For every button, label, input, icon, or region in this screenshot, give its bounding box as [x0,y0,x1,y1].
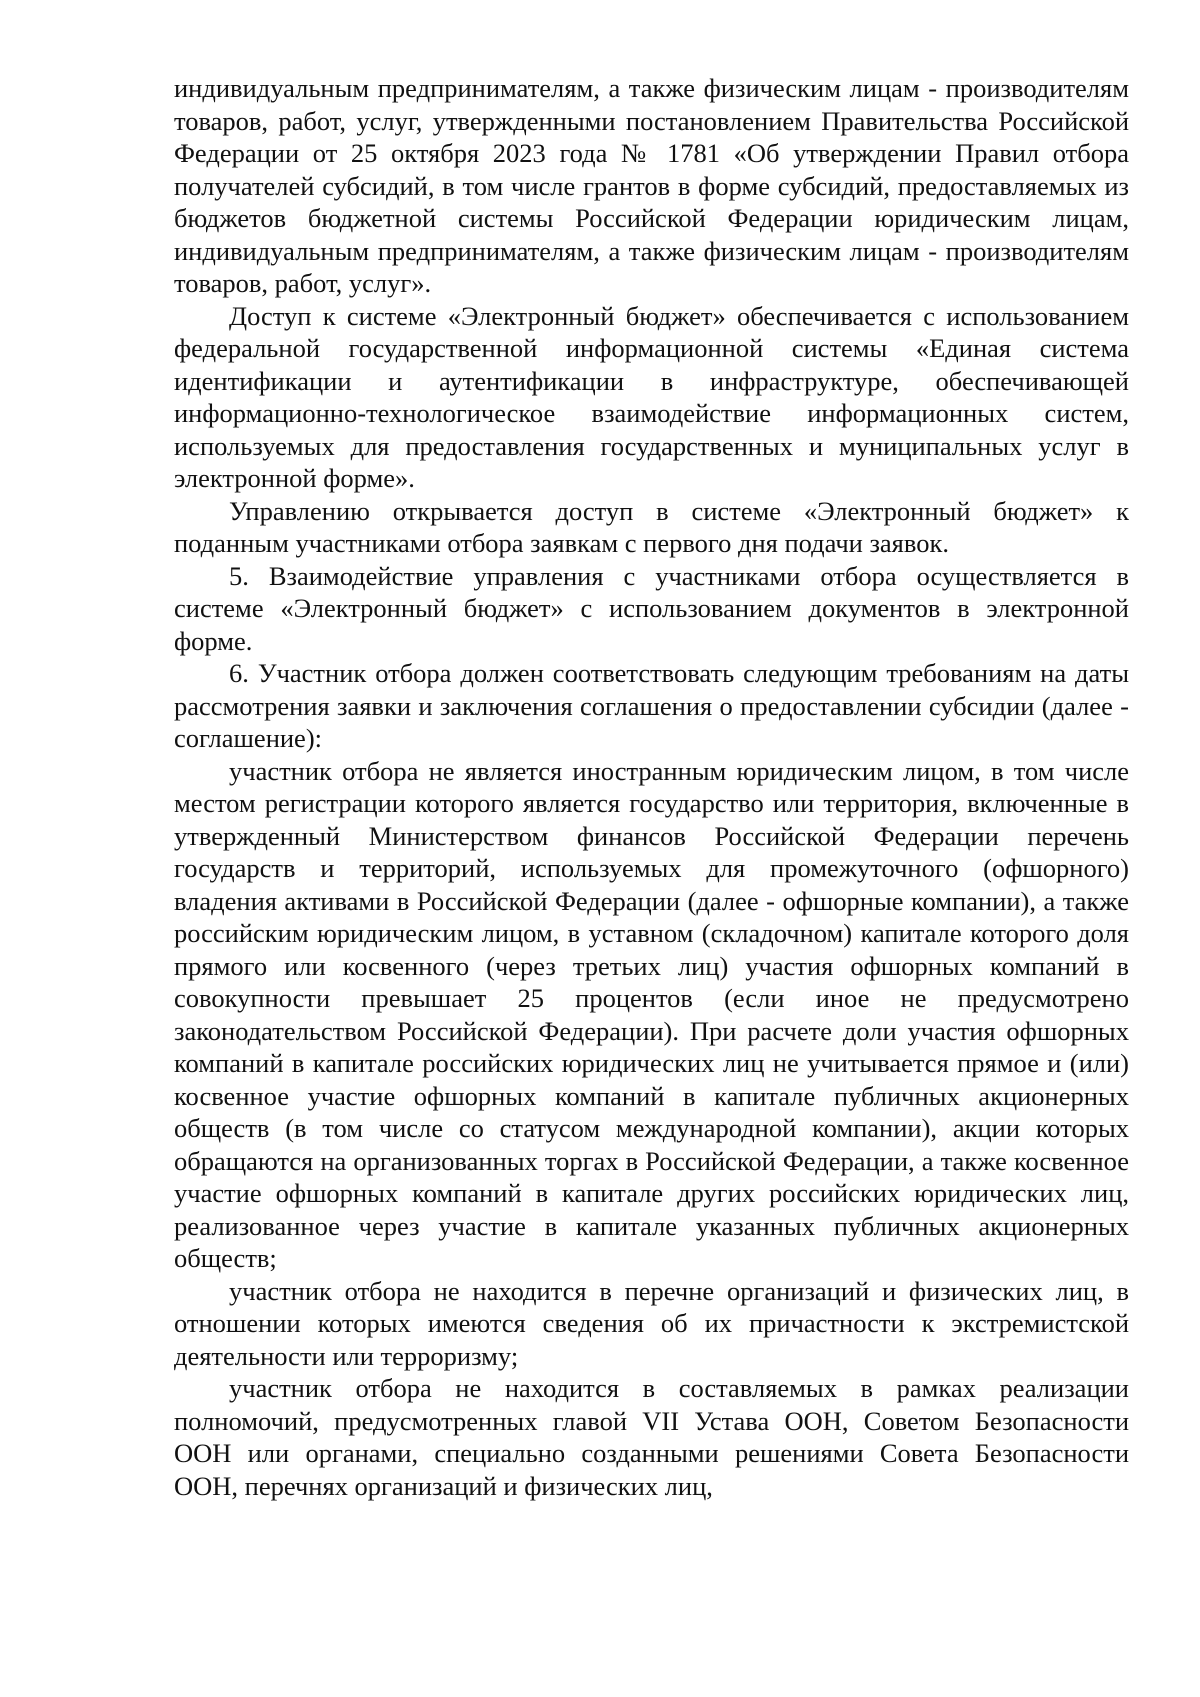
paragraph-access-system: Доступ к системе «Электронный бюджет» обеспечивается с использованием федеральной государственной информационной системы «Единая система идентификации и аутентификации в инфраструктуре, обеспечивающей информационно-технологическое взаимодействие информационных систем, используемых для предоставления государственных и муниципальных услуг в электронной форме». [174,300,1129,493]
paragraph-offshore-requirement: участник отбора не является иностранным юридическим лицом, в том числе местом регистрации которого является государство или территория, включенные в утвержденный Министерством финансов Российской Федерации перечень государств и территорий, используемых для промежуточного (офшорного) владения активами в Российской Федерации (далее - офшорные компании), а также российским юридическим лицом, в уставном (складочном) капитале которого доля прямого или косвенного (через третьих лиц) участия офшорных компаний в совокупности превышает 25 процентов (если иное не предусмотрено законодательством Российской Федерации). При расчете доли участия офшорных компаний в капитале российских юридических лиц не учитывается прямое и (или) косвенное участие офшорных компаний в капитале публичных акционерных обществ (в том числе со статусом международной компании), акции которых обращаются на организованных торгах в Российской Федерации, а также косвенное участие офшорных компаний в капитале других российских юридических лиц, реализованное через участие в капитале указанных публичных акционерных обществ; [174,755,1129,1273]
paragraph-extremism-requirement: участник отбора не находится в перечне организаций и физических лиц, в отношении которых имеются сведения об их причастности к экстремистской деятельности или терроризму; [174,1275,1129,1371]
paragraph-continuation: индивидуальным предпринимателям, а также физическим лицам - производителям товаров, работ, услуг, утвержденными постановлением Правительства Российской Федерации от 25 октября 2023 года № 1781 «Об утверждении Правил отбора получателей субсидий, в том числе грантов в форме субсидий, предоставляемых из бюджетов бюджетной системы Российской Федерации юридическим лицам, индивидуальным предпринимателям, а также физическим лицам - производителям товаров, работ, услуг». [174,73,1129,298]
paragraph-un-requirement: участник отбора не находится в составляемых в рамках реализации полномочий, предусмотренных главой VII Устава ООН, Советом Безопасности ООН или органами, специально созданными решениями Совета Безопасности ООН, перечнях организаций и физических лиц, [174,1373,1129,1501]
paragraph-management-access: Управлению открывается доступ в системе «Электронный бюджет» к поданным участниками отбора заявкам с первого дня подачи заявок. [174,495,1129,558]
paragraph-item-5: 5. Взаимодействие управления с участниками отбора осуществляется в системе «Электронный бюджет» с использованием документов в электронной форме. [174,560,1129,656]
paragraph-item-6: 6. Участник отбора должен соответствовать следующим требованиям на даты рассмотрения заявки и заключения соглашения о предоставлении субсидии (далее - соглашение): [174,658,1129,753]
document-body [174,72,1129,1502]
